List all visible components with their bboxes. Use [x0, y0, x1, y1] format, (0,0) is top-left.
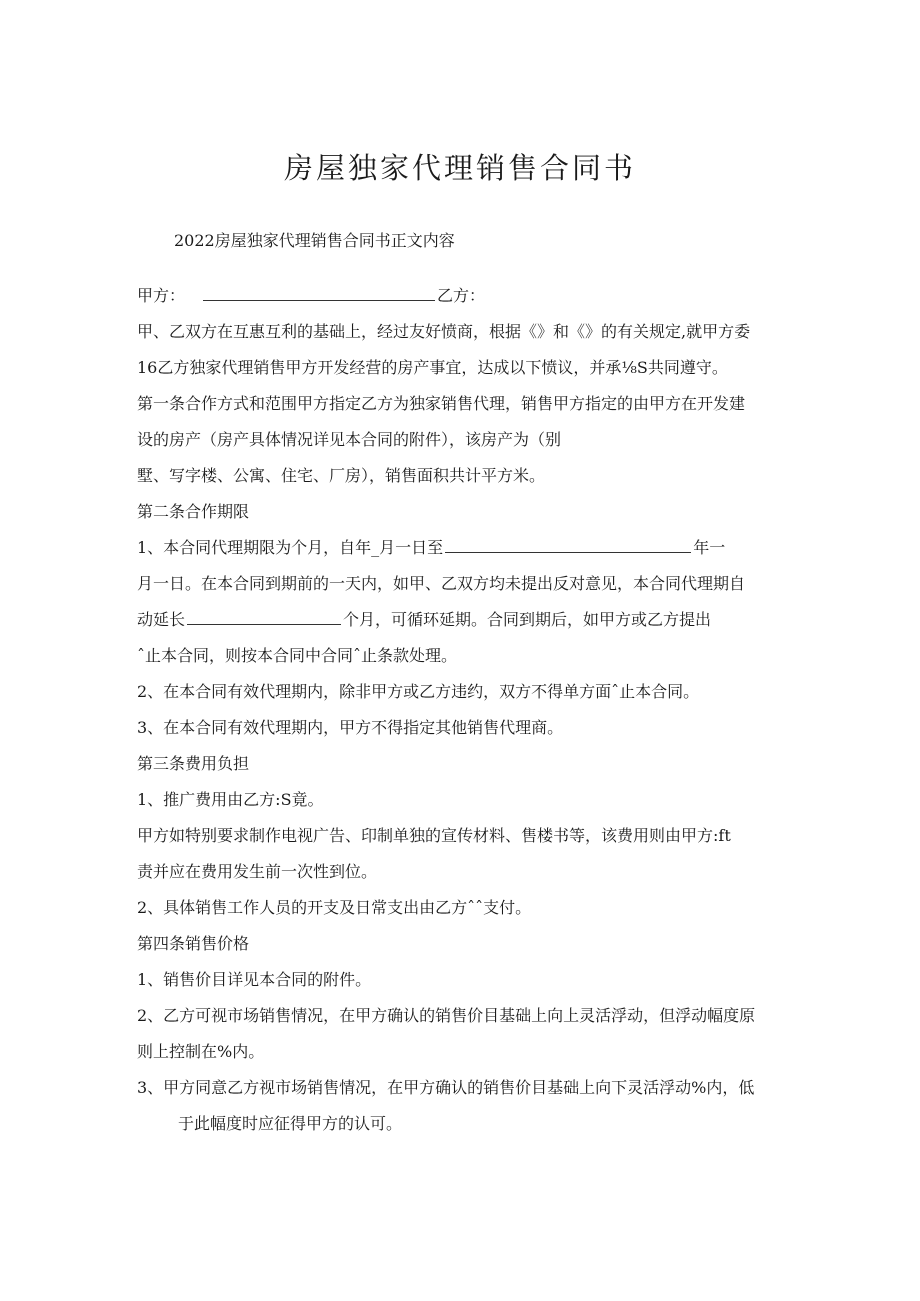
text-line: 16乙方独家代理销售甲方开发经营的房产事宜，达成以下愤议，并承⅛S共同遵守。: [137, 358, 728, 377]
extension-months-blank: [187, 609, 341, 625]
text-line: 1、推广费用由乙方:S竟。: [137, 790, 324, 809]
term-line: [137, 537, 725, 559]
text-line: 墅、写字楼、公寓、住宅、厂房），销售面积共计平方米。: [137, 466, 546, 485]
text-line: 则上控制在%内。: [137, 1042, 265, 1061]
extension-line: [137, 609, 711, 631]
text-line: 甲方如特别要求制作电视广告、印制单独的宣传材料、售楼书等，该费用则由甲方:ft: [137, 826, 731, 845]
document-subtitle: 2022房屋独家代理销售合同书正文内容: [174, 231, 455, 250]
term-end-blank: [445, 537, 691, 553]
text-line: 第一条合作方式和范围甲方指定乙方为独家销售代理，销售甲方指定的由甲方在开发建: [137, 394, 746, 413]
text-segment: 年一: [693, 538, 726, 557]
section-heading: 第四条销售价格: [137, 934, 250, 953]
text-line: 甲、乙双方在互惠互利的基础上，经过友好愤商，根据《》和《》的有关规定,就甲方委: [137, 322, 751, 341]
text-line: 3、甲方同意乙方视市场销售情况，在甲方确认的销售价目基础上向下灵活浮动%内，低: [137, 1078, 755, 1097]
party-b-label: 乙方：: [437, 286, 486, 305]
text-segment: 个月，可循环延期。合同到期后，如甲方或乙方提出: [343, 610, 712, 629]
text-line: 于此幅度时应征得甲方的认可。: [178, 1114, 403, 1133]
text-segment: 动延长: [137, 610, 186, 629]
text-line: 责并应在费用发生前一次性到位。: [137, 862, 378, 881]
text-line: ˆ止本合同，则按本合同中合同ˆ止条款处理。: [137, 646, 458, 665]
text-line: 设的房产（房产具体情况详见本合同的附件），该房产为（别: [137, 430, 562, 449]
party-a-blank: [203, 285, 435, 301]
text-line: 2、具体销售工作人员的开支及日常支出由乙方ˆˆ支付。: [137, 898, 532, 917]
text-line: 3、在本合同有效代理期内，甲方不得指定其他销售代理商。: [137, 718, 564, 737]
text-line: 月一日。在本合同到期前的一天内，如甲、乙双方均未提出反对意见，本合同代理期自: [137, 574, 746, 593]
text-line: 2、在本合同有效代理期内，除非甲方或乙方违约，双方不得单方面ˆ止本合同。: [137, 682, 700, 701]
text-line: 2、乙方可视市场销售情况，在甲方确认的销售价目基础上向上灵活浮动，但浮动幅度原: [137, 1006, 756, 1025]
section-heading: 第二条合作期限: [137, 502, 250, 521]
section-heading: 第三条费用负担: [137, 754, 250, 773]
document-title: 房屋独家代理销售合同书: [283, 151, 636, 185]
parties-line: [137, 285, 485, 307]
party-a-label: 甲方：: [137, 286, 186, 305]
text-segment: 1、本合同代理期限为个月，自年_月一日至: [137, 538, 444, 557]
text-line: 1、销售价目详见本合同的附件。: [137, 970, 372, 989]
